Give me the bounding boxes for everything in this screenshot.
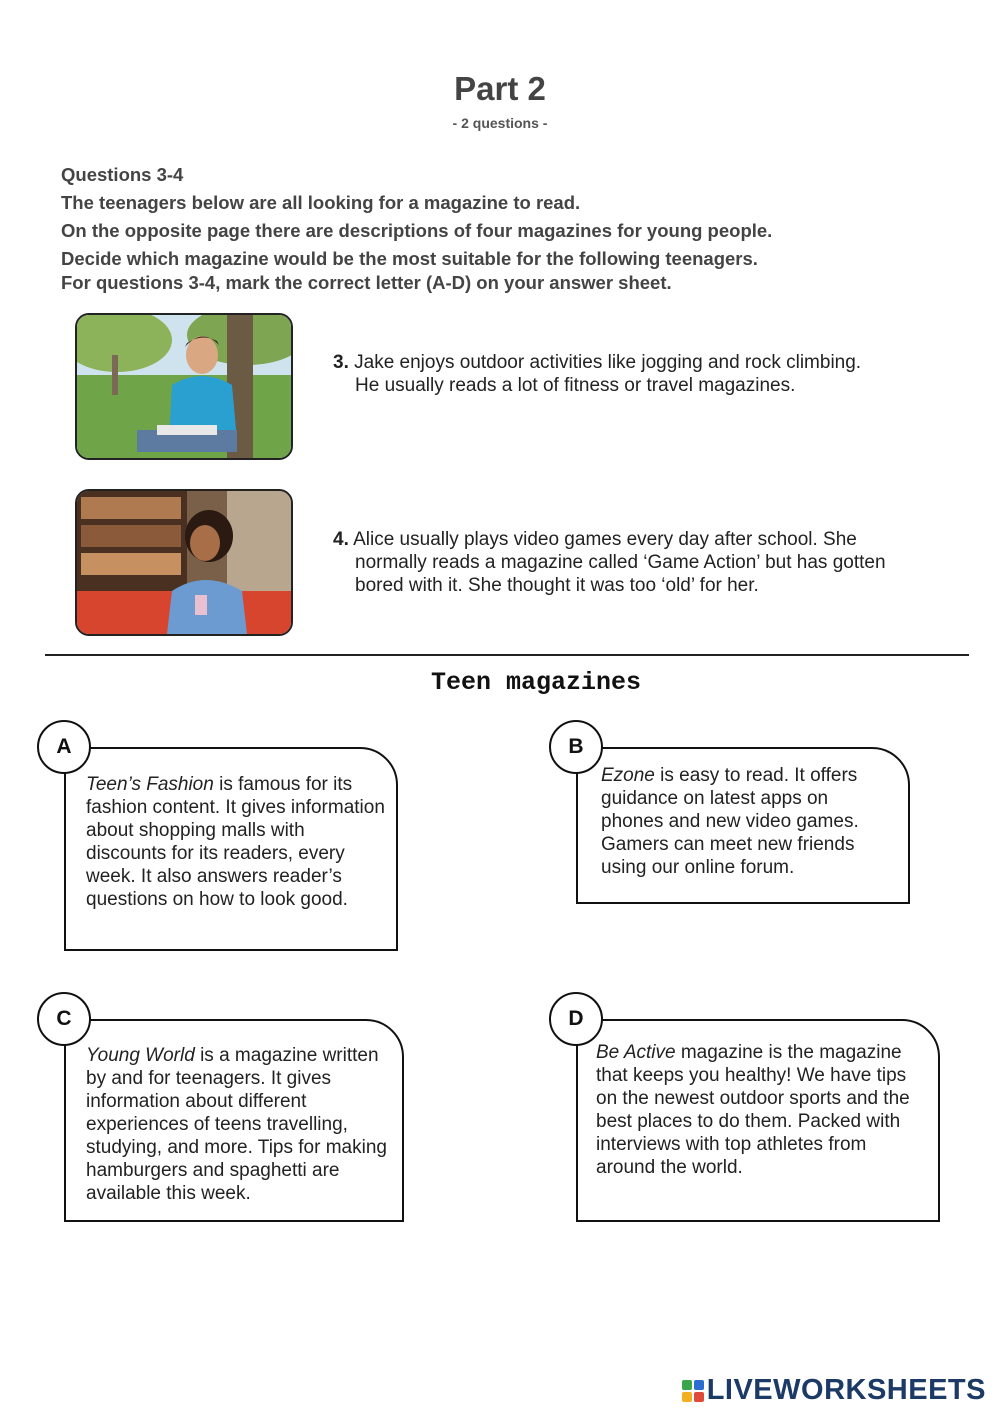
option-badge-b: B xyxy=(549,720,603,774)
page-title: Part 2 xyxy=(454,70,546,107)
question-text: bored with it. She thought it was too ‘old’ for her. xyxy=(355,575,759,596)
instruction-line: Decide which magazine would be the most suitable for the following teenagers. xyxy=(61,248,758,269)
liveworksheets-brand xyxy=(682,1374,986,1407)
magazine-text: magazine is the magazine that keeps you healthy! We have tips on the newest outdoor sports and the best places to do them. Packed with interviews with top athletes from around the world. xyxy=(596,1042,910,1178)
question-3 xyxy=(333,351,973,397)
magazine-text: is easy to read. It offers guidance on latest apps on phones and new video games. Gamers can meet new friends using our online forum. xyxy=(601,765,859,878)
instruction-heading: Questions 3-4 xyxy=(61,164,184,185)
instruction-line: On the opposite page there are descriptions of four magazines for young people. xyxy=(61,220,773,241)
option-badge-a: A xyxy=(37,720,91,774)
question-text: Alice usually plays video games every day after school. She xyxy=(353,529,857,550)
magazine-card-a xyxy=(64,747,398,951)
magazine-name: Teen’s Fashion xyxy=(86,774,214,795)
magazine-description xyxy=(601,764,891,879)
liveworksheets-logo-icon xyxy=(682,1380,704,1402)
photo-alice xyxy=(75,489,293,636)
section-title: Teen magazines xyxy=(430,668,642,697)
question-text: normally reads a magazine called ‘Game Action’ but has gotten xyxy=(355,552,886,573)
section-divider xyxy=(45,654,969,656)
question-text: Jake enjoys outdoor activities like jogging and rock climbing. xyxy=(354,352,862,373)
question-4 xyxy=(333,528,973,597)
magazine-card-b xyxy=(576,747,910,904)
magazine-text: is famous for its fashion content. It gives information about shopping malls with discounts for its readers, every week. It also answers reader’s questions on how to look good. xyxy=(86,774,385,910)
instruction-line: For questions 3-4, mark the correct letter (A-D) on your answer sheet. xyxy=(61,272,672,293)
instruction-line: The teenagers below are all looking for a magazine to read. xyxy=(61,192,581,213)
question-number: 3. xyxy=(333,352,349,373)
photo-jake xyxy=(75,313,293,460)
magazine-name: Be Active xyxy=(596,1042,676,1063)
magazine-name: Young World xyxy=(86,1045,195,1066)
option-badge-d: D xyxy=(549,992,603,1046)
magazine-card-c xyxy=(64,1019,404,1222)
option-badge-c: C xyxy=(37,992,91,1046)
magazine-description xyxy=(86,773,386,911)
magazine-name: Ezone xyxy=(601,765,655,786)
magazine-description xyxy=(86,1044,398,1205)
page-subtitle: - 2 questions - xyxy=(452,115,548,131)
question-number: 4. xyxy=(333,529,349,550)
magazine-description xyxy=(596,1041,926,1179)
magazine-text: is a magazine written by and for teenagers. It gives information about different experiences of teens travelling, studying, and more. Tips for making hamburgers and spaghetti are available this week. xyxy=(86,1045,387,1204)
brand-text: LIVEWORKSHEETS xyxy=(706,1374,986,1406)
magazine-card-d xyxy=(576,1019,940,1222)
question-text: He usually reads a lot of fitness or travel magazines. xyxy=(355,375,796,396)
